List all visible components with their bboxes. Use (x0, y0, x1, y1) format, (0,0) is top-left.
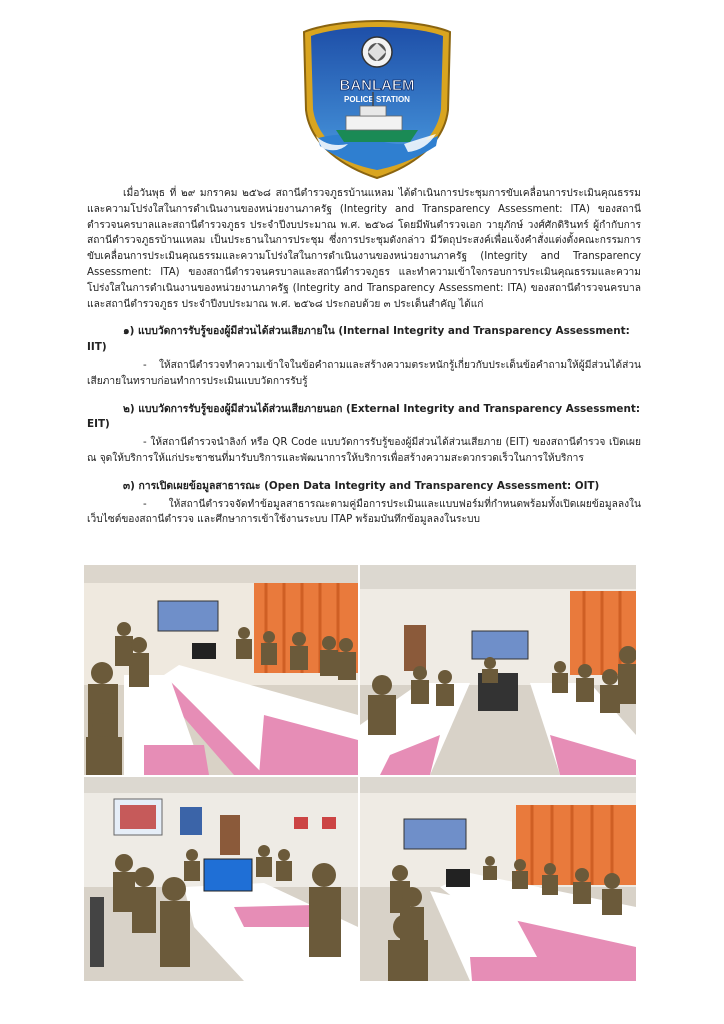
svg-text:POLICE STATION: POLICE STATION (344, 95, 410, 104)
police-badge-icon (298, 18, 456, 182)
meeting-photo-3 (84, 777, 358, 981)
meeting-room-photo-icon (360, 777, 636, 981)
meeting-photo-1 (84, 565, 358, 775)
meeting-room-photo-icon (84, 777, 358, 981)
meeting-photo-collage (84, 565, 636, 981)
section-2-body: - ให้สถานีตำรวจนำลิงก์ หรือ QR Code แบบวัดการรับรู้ของผู้มีส่วนได้ส่วนเสียภาย (EIT) ของสถานีตำรวจ เปิดเผย ณ จุดให้บริการให้แก่ประชาชนที่มารับบริการและพัฒนาการให้บริการเพื่อสร้างความสะดวกรวดเร็วในการให้บริการ (87, 437, 641, 464)
article-body (87, 186, 641, 528)
police-station-logo (298, 18, 456, 182)
intro-paragraph: เมื่อวันพุธ ที่ ๒๙ มกราคม ๒๕๖๘ สถานีตำรวจภูธรบ้านแหลม ได้ดำเนินการประชุมการขับเคลื่อนการประเมินคุณธรรมและความโปร่งใสในการดำเนินงานของหน่วยงานภาครัฐ (Integrity and Transparency Assessment: ITA) ของสถานีตำรวจนครบาลและสถานีตำรวจภูธร ประจำปีงบประมาณ พ.ศ. ๒๕๖๘ โดยมีพันตำรวจเอก วายุภักษ์ วงศ์ศักดิรินทร์ ผู้กำกับการสถานีตำรวจภูธรบ้านแหลม เป็นประธานในการประชุม ซึ่งการประชุมดังกล่าว มีวัตถุประสงค์เพื่อแจ้งคำสั่งแต่งตั้งคณะกรรมการขับเคลื่อนการประเมินคุณธรรมและความโปร่งใสในการดำเนินงานของหน่วยงานภาครัฐ (Integrity and Transparency Assessment: ITA) ของสถานีตำรวจนครบาลและสถานีตำรวจภูธร และทำความเข้าใจกรอบการประเมินคุณธรรมและความโปร่งใสในการดำเนินงานของหน่วยงานภาครัฐ (Integrity and Transparency Assessment: ITA) ของสถานีตำรวจนครบาลและสถานีตำรวจภูธร ประจำปีงบประมาณ พ.ศ. ๒๕๖๘ ประกอบด้วย ๓ ประเด็นสำคัญ ได้แก่ (87, 188, 641, 310)
section-3-title: ๓) การเปิดเผยข้อมูลสาธารณะ (Open Data Integrity and Transparency Assessment: OIT) (123, 479, 600, 492)
meeting-room-photo-icon (84, 565, 358, 775)
section-3-body: - ให้สถานีตำรวจจัดทำข้อมูลสาธารณะตามคู่มือการประเมินและแบบฟอร์มที่กำหนดพร้อมทั้งเปิดเผยข้อมูลลงในเว็บไซต์ของสถานีตำรวจ และศึกษาการเข้าใช้งานระบบ ITAP พร้อมบันทึกข้อมูลลงในระบบ (87, 498, 641, 526)
meeting-photo-4 (360, 777, 636, 981)
meeting-photo-2 (360, 565, 636, 775)
section-1-body: - ให้สถานีตำรวจทำความเข้าใจในข้อคำถามและสร้างความตระหนักรู้เกี่ยวกับประเด็นข้อคำถามให้ผู้มีส่วนได้ส่วนเสียภายในทราบก่อนทำการประเมินแบบวัดการรับรู้ (87, 359, 641, 387)
svg-text:BANLAEM: BANLAEM (339, 77, 415, 94)
meeting-room-photo-icon (360, 565, 636, 775)
section-1-title: ๑) แบบวัดการรับรู้ของผู้มีส่วนได้ส่วนเสียภายใน (Internal Integrity and Transparency Assessment: IIT) (87, 325, 630, 354)
section-2-title: ๒) แบบวัดการรับรู้ของผู้มีส่วนได้ส่วนเสียภายนอก (External Integrity and Transparency Assessment: EIT) (87, 402, 640, 431)
